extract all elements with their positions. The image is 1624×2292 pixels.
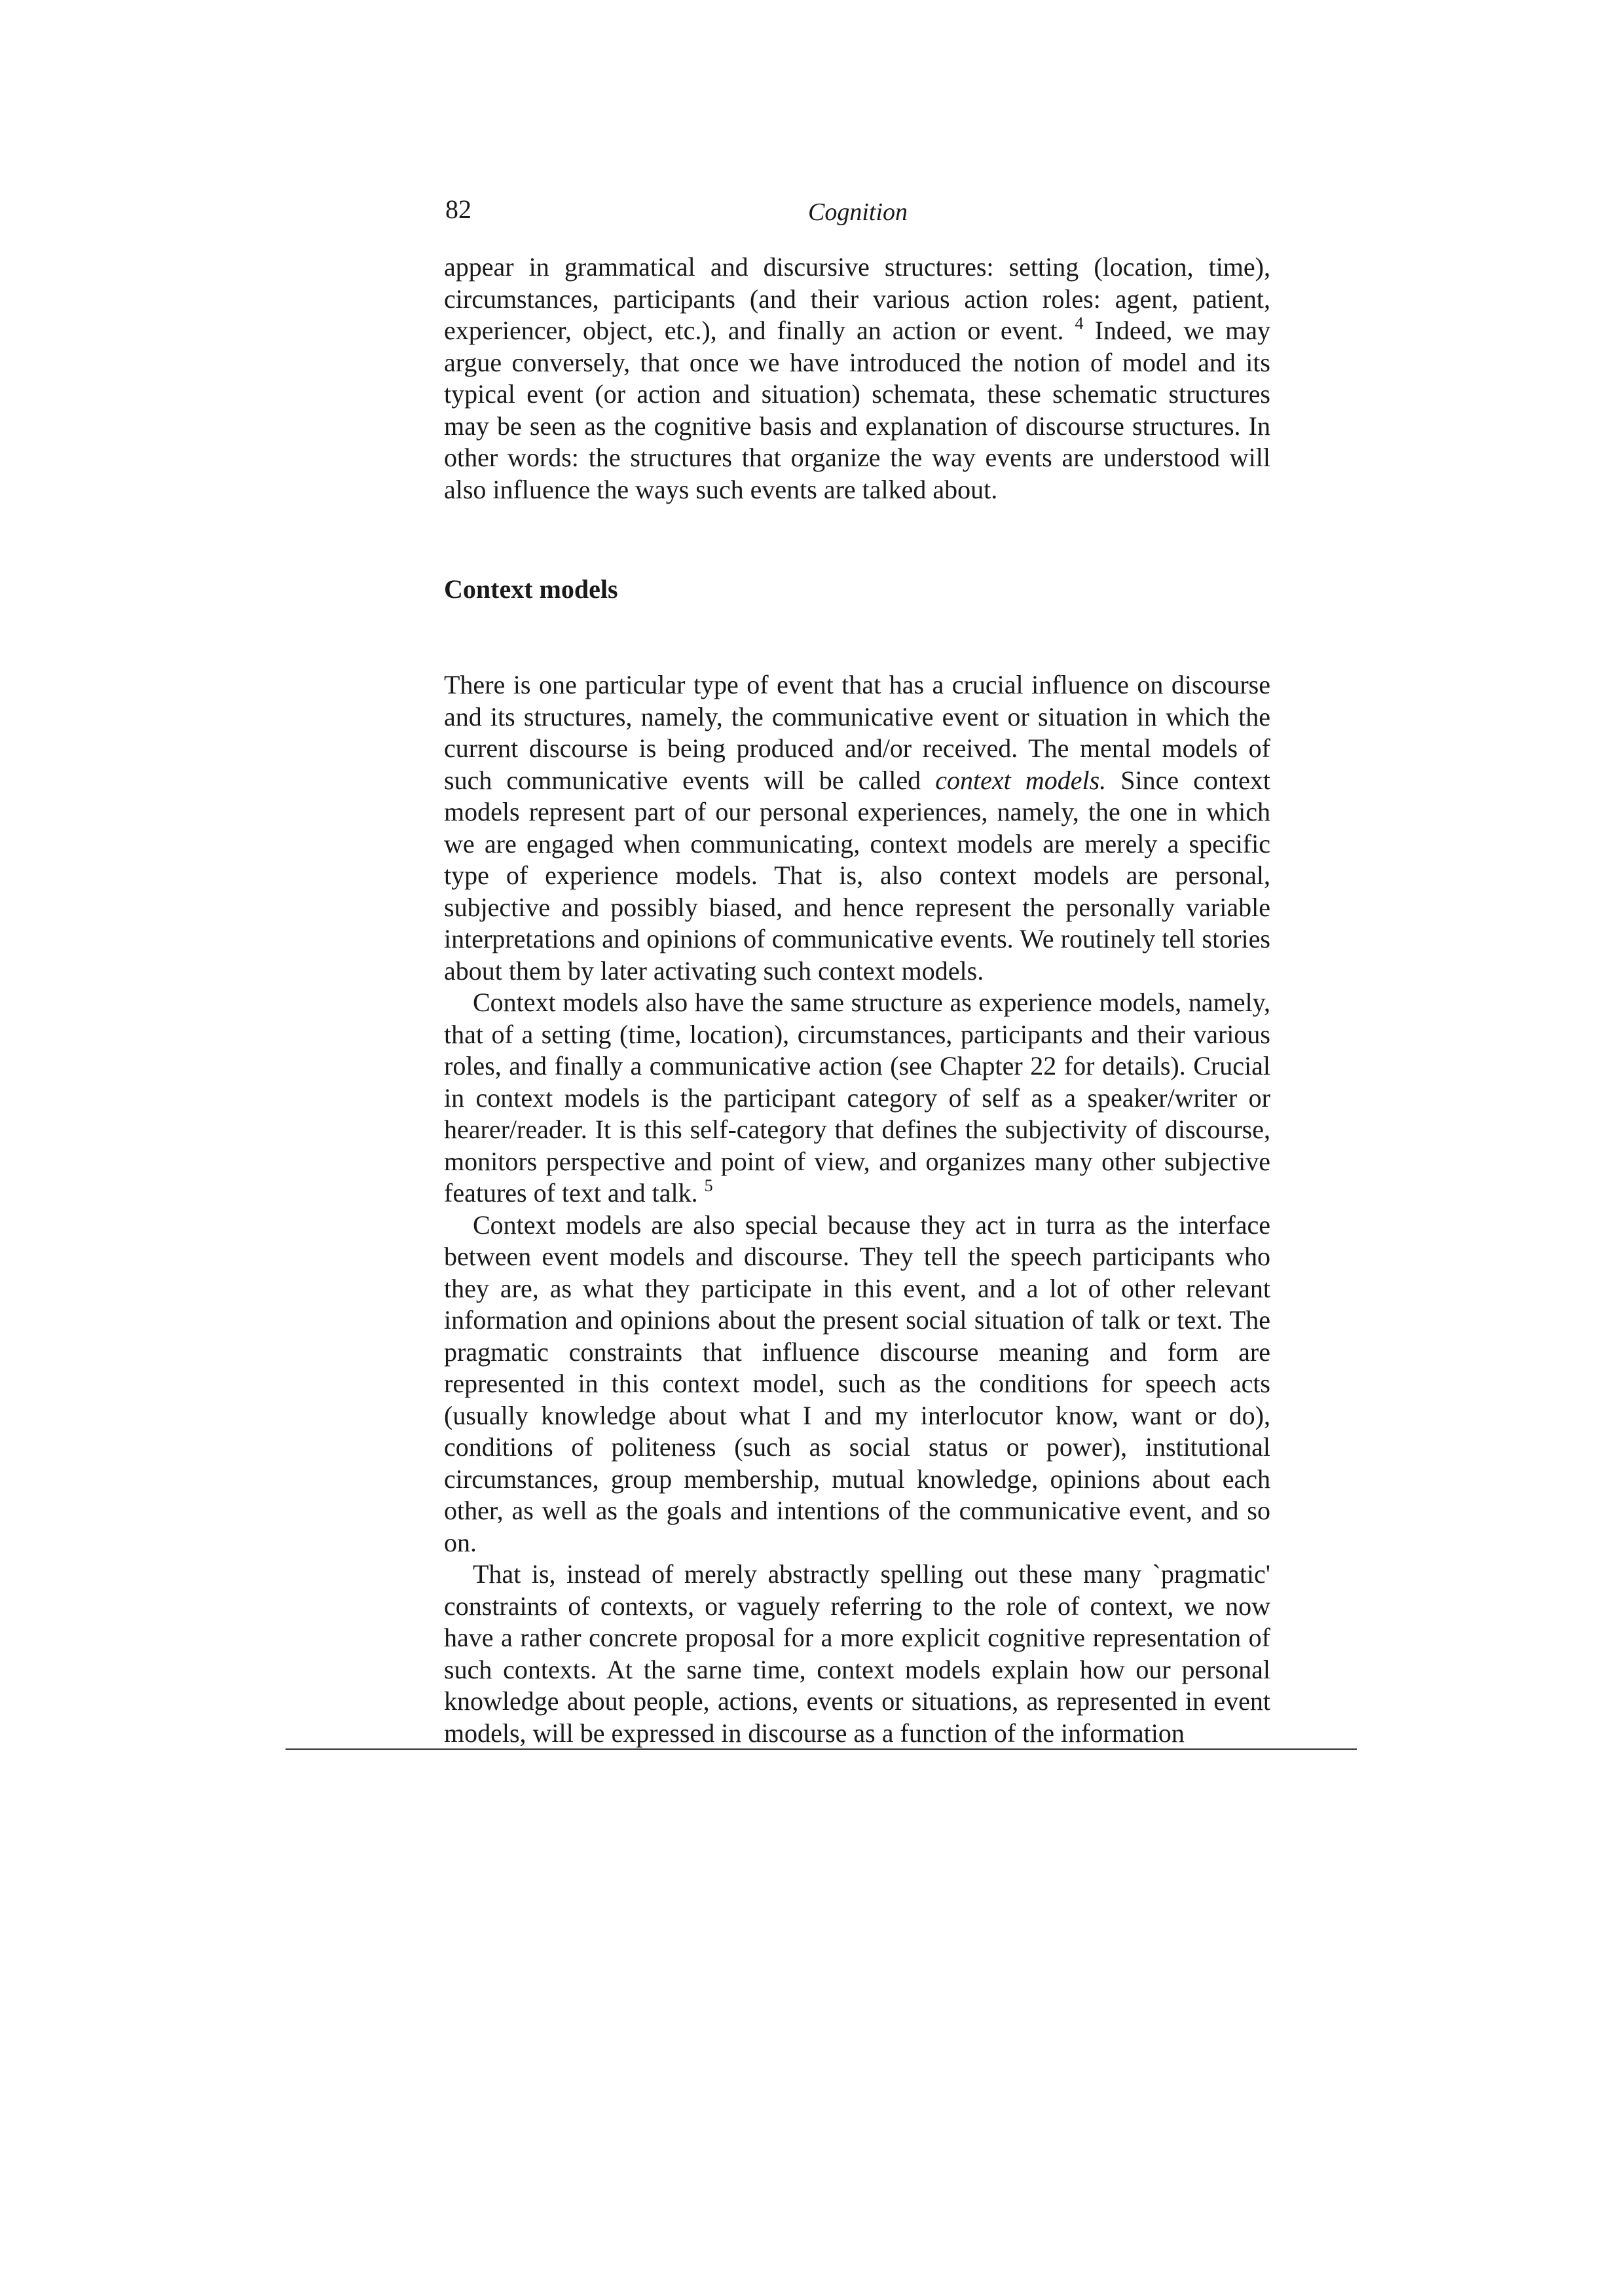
- footnote-marker-4[interactable]: 4: [1075, 314, 1084, 333]
- paragraph-2: [444, 669, 1270, 987]
- paragraph-2-text-b: Since context models represent part of our personal experiences, namely, the one in which we are engaged when communicating, context models are merely a specific type of experience models. That is, also context models are personal, subjective and possibly biased, and hence represent the personally variable interpretations and opinions of communicative events. We routinely tell stories about them by later activating such context models.: [444, 765, 1270, 986]
- body-text: [444, 251, 1270, 1749]
- paragraph-3: [444, 987, 1270, 1210]
- footer-rule: [286, 1748, 1357, 1750]
- footnote-marker-5[interactable]: 5: [704, 1176, 713, 1195]
- paragraph-2-text-a: There is one particular type of event that has a crucial influence on discourse and its structures, namely, the communicative event or situation in which the current discourse is being produced and/or received. The mental models of such communicative events will be called: [444, 670, 1270, 795]
- paragraph-4: Context models are also special because they act in turra as the interface between event models and discourse. They tell the speech participants who they are, as what they participate in this event, and a lot of other relevant information and opinions about the present social situation of talk or text. The pragmatic constraints that influence discourse meaning and form are represented in this context model, such as the conditions for speech acts (usually knowledge about what I and my interlocutor know, want or do), conditions of politeness (such as social status or power), institutional circumstances, group membership, mutual knowledge, opinions about each other, as well as the goals and intentions of the communicative event, and so on.: [444, 1210, 1270, 1557]
- paragraph-5: That is, instead of merely abstractly spelling out these many `pragmatic' constraints of contexts, or vaguely referring to the role of context, we now have a rather concrete proposal for a more explicit cognitive representation of such contexts. At the sarne time, context models explain how our personal knowledge about people, actions, events or situations, as represented in event models, will be expressed in discourse as a function of the information: [444, 1559, 1270, 1748]
- running-header: [445, 190, 1270, 229]
- section-heading: Context models: [444, 574, 618, 604]
- paragraph-1-text-a: appear in grammatical and discursive structures: setting (location, time), circumstances, participants (and their various action roles: agent, patient, experiencer, object, etc.), and finally an action or event.: [444, 252, 1270, 345]
- paragraph-1-text-b: Indeed, we may argue conversely, that once we have introduced the notion of model and its typical event (or action and situation) schemata, these schematic structures may be seen as the cognitive basis and explanation of discourse structures. In other words: the structures that organize the way events are understood will also influence the ways such events are talked about.: [444, 316, 1270, 504]
- paragraph-2-term: context models.: [935, 765, 1107, 795]
- paragraph-3-text-a: Context models also have the same structure as experience models, namely, that of a setting (time, location), circumstances, participants and their various roles, and finally a communicative action (see Chapter 22 for details). Crucial in context models is the participant category of self as a speaker/writer or hearer/reader. It is this self-category that defines the subjectivity of discourse, monitors perspective and point of view, and organizes many other subjective features of text and talk.: [444, 988, 1270, 1208]
- paragraph-1: [444, 251, 1270, 506]
- page-number: 82: [445, 194, 471, 224]
- running-title: Cognition: [807, 198, 908, 226]
